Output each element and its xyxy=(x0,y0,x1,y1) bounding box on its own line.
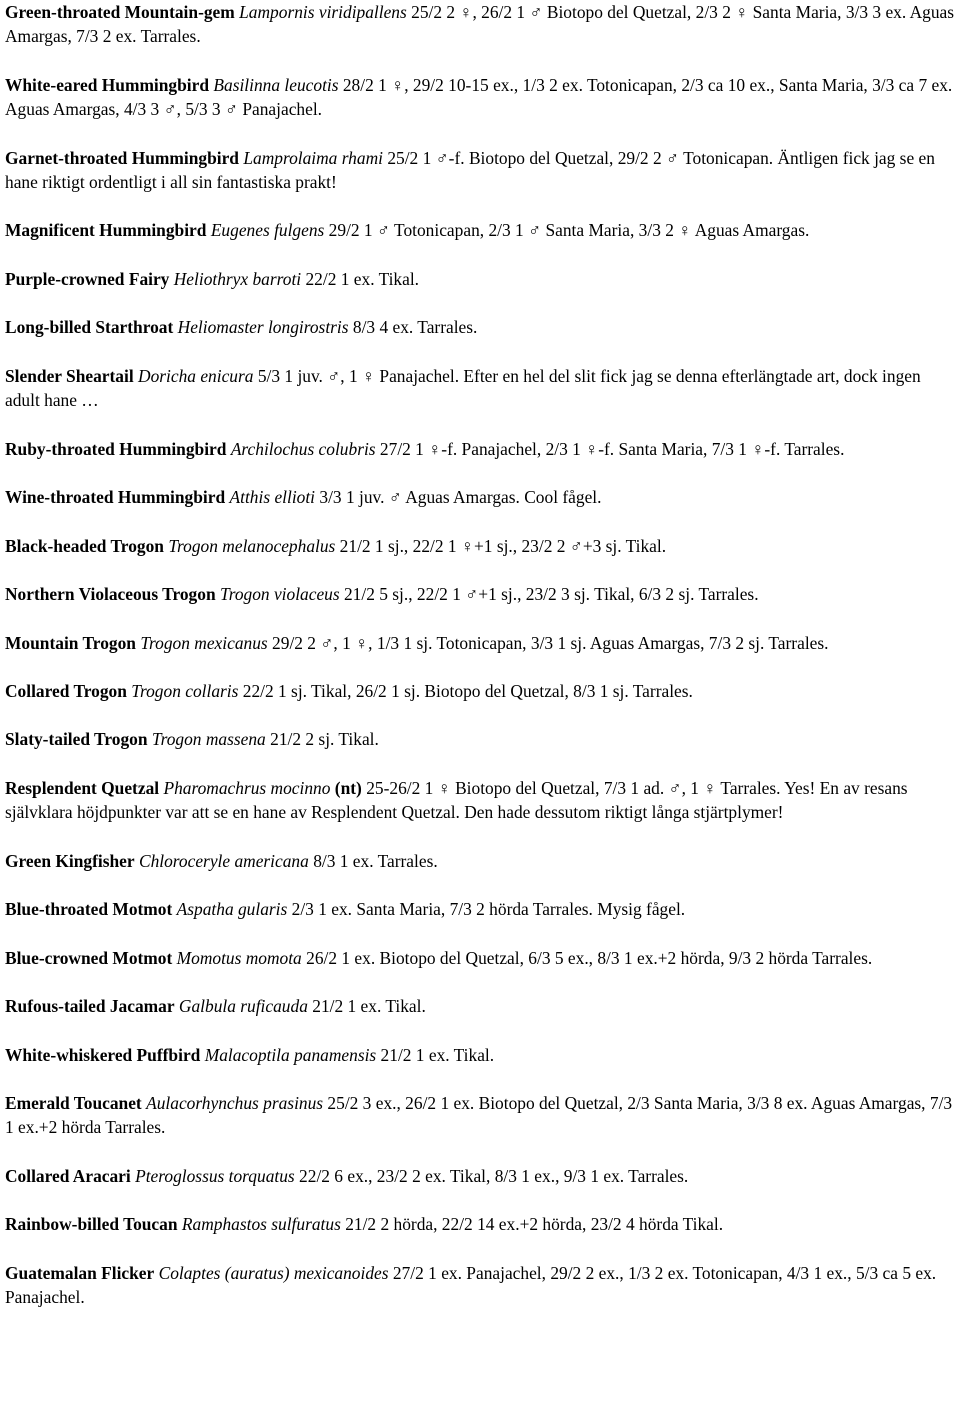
species-entry xyxy=(5,485,958,509)
observation-notes: 21/2 1 ex. Tikal. xyxy=(312,996,426,1017)
species-common-name: Purple-crowned Fairy xyxy=(5,268,170,289)
species-scientific-name: Heliomaster longirostris xyxy=(177,317,349,338)
species-common-name: Green-throated Mountain-gem xyxy=(5,2,235,22)
species-entry xyxy=(5,1164,958,1188)
species-common-name: Green Kingfisher xyxy=(5,850,135,871)
species-common-name: White-eared Hummingbird xyxy=(5,74,210,95)
observation-notes: 27/2 1 ex. Panajachel, 29/2 2 ex., 1/3 2 ex. Totonicapan, 4/3 1 ex., 5/3 ca 5 ex. Panajachel. xyxy=(5,1262,937,1308)
species-entry xyxy=(5,218,958,242)
species-common-name: Resplendent Quetzal xyxy=(5,777,160,798)
observation-notes: 3/3 1 juv. ♂ Aguas Amargas. Cool fågel. xyxy=(319,487,602,508)
observation-notes: 8/3 1 ex. Tarrales. xyxy=(313,850,438,871)
observation-notes: 25-26/2 1 ♀ Biotopo del Quetzal, 7/3 1 ad. ♂, 1 ♀ Tarrales. Yes! En av resans självklara höjdpunkter var att se en hane av Resplendent Quetzal. Den hade dessutom riktigt långa stjärtplymer! xyxy=(5,777,908,823)
species-common-name: Guatemalan Flicker xyxy=(5,1262,155,1283)
species-scientific-name: Trogon melanocephalus xyxy=(168,535,336,556)
species-scientific-name: Momotus momota xyxy=(176,947,302,968)
species-entry xyxy=(5,437,958,461)
species-entry xyxy=(5,727,958,751)
species-common-name: Northern Violaceous Trogon xyxy=(5,584,216,605)
observation-notes: 27/2 1 ♀-f. Panajachel, 2/3 1 ♀-f. Santa Maria, 7/3 1 ♀-f. Tarrales. xyxy=(379,438,845,459)
species-common-name: Magnificent Hummingbird xyxy=(5,220,207,241)
species-entry xyxy=(5,631,958,655)
observation-notes: 22/2 1 sj. Tikal, 26/2 1 sj. Biotopo del Quetzal, 8/3 1 sj. Tarrales. xyxy=(242,681,693,701)
species-entry xyxy=(5,267,958,291)
species-scientific-name: Malacoptila panamensis xyxy=(204,1044,377,1065)
species-entry xyxy=(5,946,958,970)
species-scientific-name: Atthis ellioti xyxy=(229,487,316,508)
species-entry xyxy=(5,0,958,49)
observation-notes: 25/2 3 ex., 26/2 1 ex. Biotopo del Quetzal, 2/3 Santa Maria, 3/3 8 ex. Aguas Amargas, 7/3 1 ex.+2 hörda Tarrales. xyxy=(5,1093,953,1138)
species-scientific-name: Aulacorhynchus prasinus xyxy=(146,1093,324,1114)
species-scientific-name: Heliothryx barroti xyxy=(173,268,302,289)
observation-notes: 21/2 2 sj. Tikal. xyxy=(270,729,379,750)
species-common-name: Collared Trogon xyxy=(5,681,127,701)
species-scientific-name: Archilochus colubris xyxy=(230,438,376,459)
species-scientific-name: Pharomachrus mocinno xyxy=(163,777,331,798)
species-entry xyxy=(5,315,958,339)
observation-notes: 29/2 1 ♂ Totonicapan, 2/3 1 ♂ Santa Maria, 3/3 2 ♀ Aguas Amargas. xyxy=(328,220,810,241)
species-common-name: Long-billed Starthroat xyxy=(5,317,174,338)
species-scientific-name: Ramphastos sulfuratus xyxy=(181,1214,341,1235)
species-scientific-name: Chloroceryle americana xyxy=(138,850,309,871)
species-entry xyxy=(5,582,958,606)
conservation-status: (nt) xyxy=(334,777,362,798)
observation-notes: 21/2 1 sj., 22/2 1 ♀+1 sj., 23/2 2 ♂+3 sj. Tikal. xyxy=(339,535,667,556)
observation-notes: 28/2 1 ♀, 29/2 10-15 ex., 1/3 2 ex. Totonicapan, 2/3 ca 10 ex., Santa Maria, 3/3 ca 7 ex. Aguas Amargas, 4/3 3 ♂, 5/3 3 ♂ Panajachel. xyxy=(5,74,953,120)
species-entry xyxy=(5,146,958,195)
species-common-name: Garnet-throated Hummingbird xyxy=(5,147,239,168)
species-entry xyxy=(5,73,958,122)
species-scientific-name: Eugenes fulgens xyxy=(210,220,325,241)
species-entry xyxy=(5,1091,958,1140)
species-common-name: Collared Aracari xyxy=(5,1165,131,1186)
observation-notes: 22/2 1 ex. Tikal. xyxy=(305,268,420,289)
species-entry xyxy=(5,679,958,703)
species-entry xyxy=(5,364,958,413)
species-scientific-name: Doricha enicura xyxy=(138,365,254,386)
species-scientific-name: Trogon collaris xyxy=(131,681,239,701)
observation-notes: 25/2 1 ♂-f. Biotopo del Quetzal, 29/2 2 ♂ Totonicapan. Äntligen fick jag se en hane riktigt ordentligt i all sin fantastiska prakt! xyxy=(5,147,935,192)
species-common-name: Rainbow-billed Toucan xyxy=(5,1214,178,1235)
observation-notes: 8/3 4 ex. Tarrales. xyxy=(352,317,478,338)
observation-notes: 21/2 2 hörda, 22/2 14 ex.+2 hörda, 23/2 4 hörda Tikal. xyxy=(345,1214,724,1235)
species-scientific-name: Galbula ruficauda xyxy=(178,996,308,1017)
observation-notes: 21/2 5 sj., 22/2 1 ♂+1 sj., 23/2 3 sj. Tikal, 6/3 2 sj. Tarrales. xyxy=(343,584,759,605)
observation-notes: 2/3 1 ex. Santa Maria, 7/3 2 hörda Tarrales. Mysig fågel. xyxy=(291,899,686,920)
species-common-name: White-whiskered Puffbird xyxy=(5,1044,201,1065)
species-entry xyxy=(5,994,958,1018)
observation-notes: 25/2 2 ♀, 26/2 1 ♂ Biotopo del Quetzal, 2/3 2 ♀ Santa Maria, 3/3 3 ex. Aguas Amargas, 7/3 2 ex. Tarrales. xyxy=(5,2,955,47)
species-common-name: Mountain Trogon xyxy=(5,632,136,653)
observation-notes: 29/2 2 ♂, 1 ♀, 1/3 1 sj. Totonicapan, 3/3 1 sj. Aguas Amargas, 7/3 2 sj. Tarrales. xyxy=(272,632,829,653)
species-scientific-name: Pteroglossus torquatus xyxy=(135,1165,295,1186)
species-entry xyxy=(5,534,958,558)
species-scientific-name: Aspatha gularis xyxy=(176,899,288,920)
species-common-name: Slender Sheartail xyxy=(5,365,134,386)
observation-notes: 26/2 1 ex. Biotopo del Quetzal, 6/3 5 ex., 8/3 1 ex.+2 hörda, 9/3 2 hörda Tarrales. xyxy=(306,947,873,968)
observation-notes: 22/2 6 ex., 23/2 2 ex. Tikal, 8/3 1 ex., 9/3 1 ex. Tarrales. xyxy=(299,1165,689,1186)
species-common-name: Ruby-throated Hummingbird xyxy=(5,438,227,459)
species-common-name: Rufous-tailed Jacamar xyxy=(5,996,175,1017)
species-common-name: Emerald Toucanet xyxy=(5,1093,142,1114)
species-entry xyxy=(5,897,958,921)
observation-notes: 5/3 1 juv. ♂, 1 ♀ Panajachel. Efter en hel del slit fick jag se denna efterlängtade art, dock ingen adult hane … xyxy=(5,365,921,411)
observation-notes: 21/2 1 ex. Tikal. xyxy=(380,1044,495,1065)
species-scientific-name: Basilinna leucotis xyxy=(213,74,339,95)
species-common-name: Wine-throated Hummingbird xyxy=(5,487,226,508)
species-entry xyxy=(5,1043,958,1067)
species-scientific-name: Lampornis viridipallens xyxy=(239,2,407,22)
species-scientific-name: Trogon massena xyxy=(151,729,266,750)
species-scientific-name: Colaptes (auratus) mexicanoides xyxy=(158,1262,389,1283)
species-entry xyxy=(5,1212,958,1236)
species-scientific-name: Trogon mexicanus xyxy=(140,632,268,653)
species-common-name: Black-headed Trogon xyxy=(5,535,164,556)
species-common-name: Blue-throated Motmot xyxy=(5,899,173,920)
species-entry xyxy=(5,849,958,873)
species-entry xyxy=(5,776,958,825)
species-common-name: Blue-crowned Motmot xyxy=(5,947,173,968)
species-common-name: Slaty-tailed Trogon xyxy=(5,729,148,750)
species-entry xyxy=(5,1261,958,1310)
species-scientific-name: Trogon violaceus xyxy=(219,584,340,605)
species-scientific-name: Lamprolaima rhami xyxy=(243,147,383,168)
